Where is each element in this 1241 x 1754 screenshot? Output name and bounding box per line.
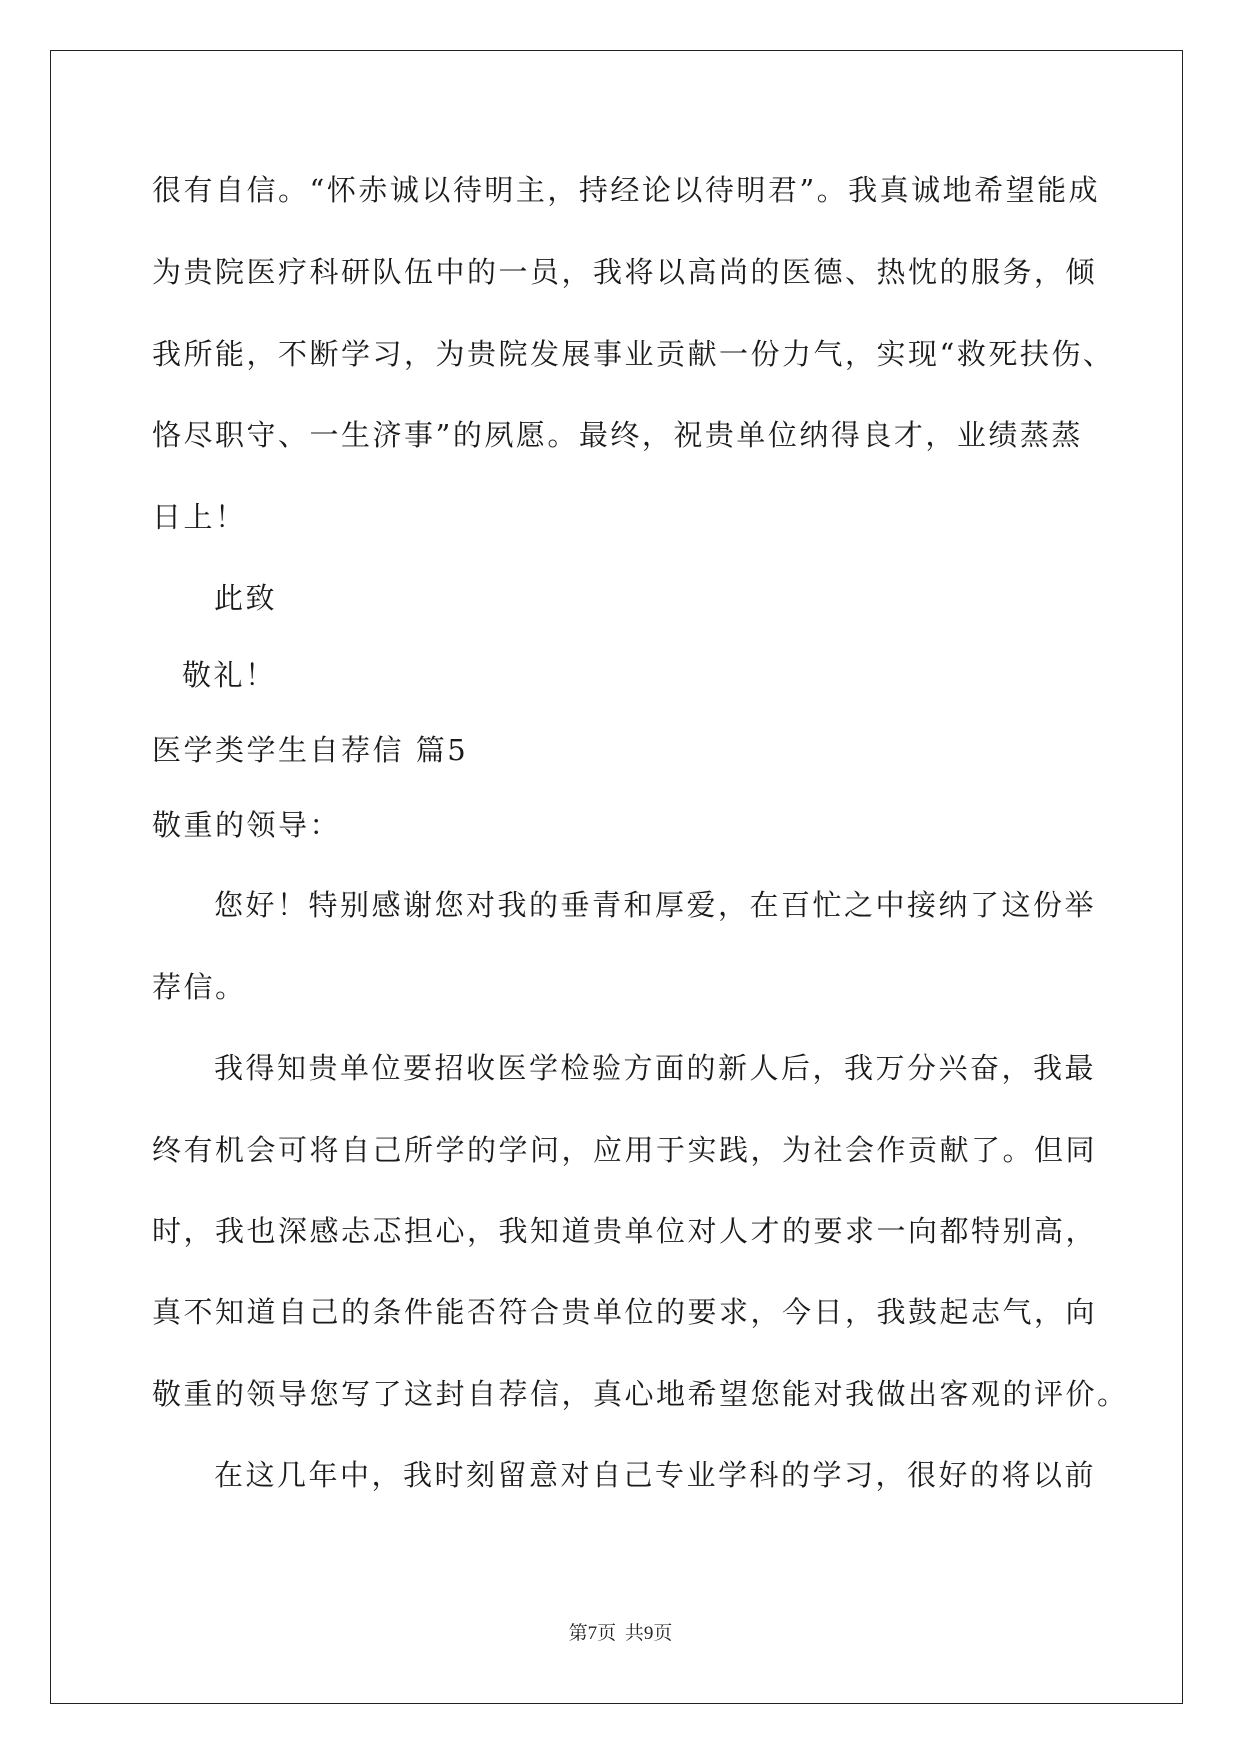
body-line-11: 真不知道自己的条件能否符合贵单位的要求，今日，我鼓起志气，向 [152,1295,1098,1329]
greeting: 敬重的领导： [152,808,342,842]
body-line-3: 我所能，不断学习，为贵院发展事业贡献一份力气，实现“救死扶伤、 [152,337,1115,371]
body-line-4: 恪尽职守、一生济事”的夙愿。最终，祝贵单位纳得良才，业绩蒸蒸 [152,418,1083,452]
body-line-7: 荐信。 [152,970,247,1004]
closing-salutation: 此致 [214,581,278,615]
body-line-5: 日上！ [152,500,247,534]
body-line-2: 为贵院医疗科研队伍中的一员，我将以高尚的医德、热忱的服务，倾 [152,255,1098,289]
page-number: 第7页 [568,1623,617,1644]
section-heading: 医学类学生自荐信 篇5 [152,733,469,767]
body-line-10: 时，我也深感忐忑担心，我知道贵单位对人才的要求一向都特别高， [152,1214,1098,1248]
body-line-12: 敬重的领导您写了这封自荐信，真心地希望您能对我做出客观的评价。 [152,1377,1129,1411]
page-footer [0,1618,1241,1645]
body-line-6: 您好！特别感谢您对我的垂青和厚爱，在百忙之中接纳了这份举 [214,888,1097,922]
body-line-13: 在这几年中，我时刻留意对自己专业学科的学习，很好的将以前 [214,1458,1097,1492]
body-line-8: 我得知贵单位要招收医学检验方面的新人后，我万分兴奋，我最 [214,1051,1097,1085]
body-line-9: 终有机会可将自己所学的学问，应用于实践，为社会作贡献了。但同 [152,1133,1098,1167]
body-line-1: 很有自信。“怀赤诚以待明主，持经论以待明君”。我真诚地希望能成 [152,173,1101,207]
closing-respect: 敬礼！ [182,658,277,692]
page-total: 共9页 [624,1623,673,1644]
